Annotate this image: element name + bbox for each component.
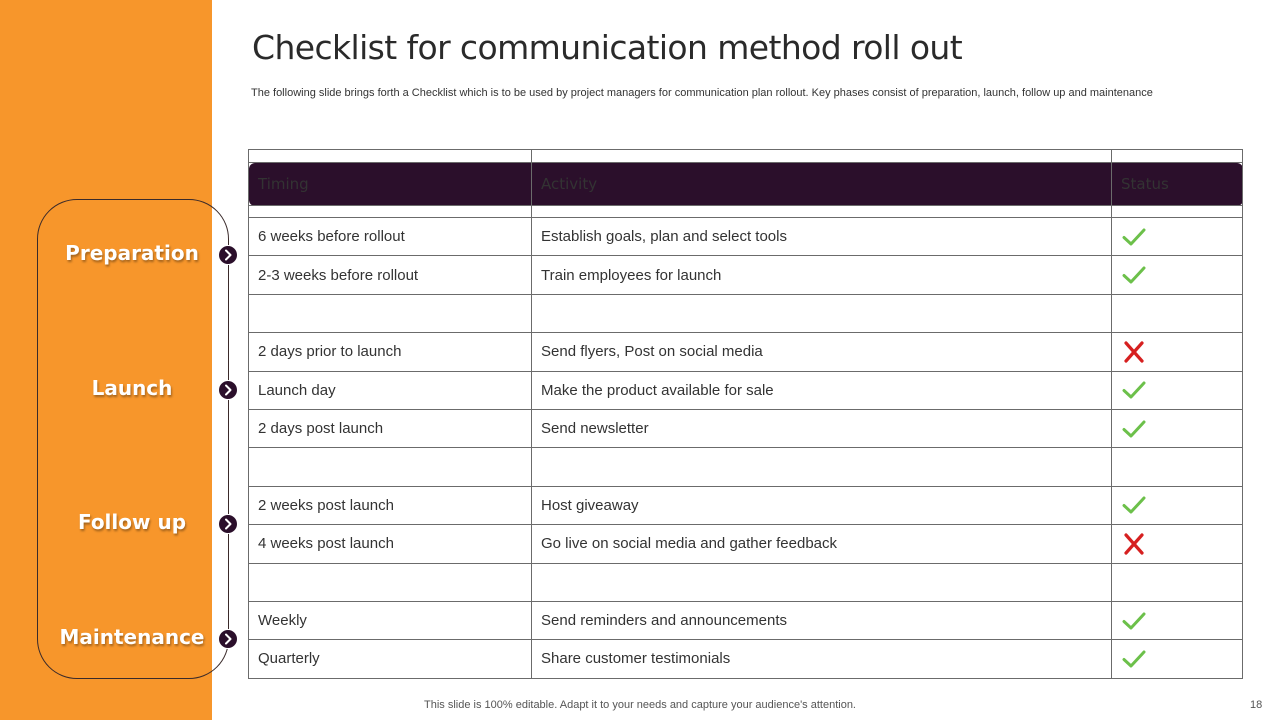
- table-row: [249, 601, 1243, 639]
- status-cell: [1112, 563, 1243, 601]
- checkmark-icon: [1121, 647, 1147, 671]
- activity-cell: Make the product available for sale: [532, 371, 1112, 409]
- activity-cell: Establish goals, plan and select tools: [532, 218, 1112, 256]
- phase-label-maintenance: Maintenance: [59, 625, 205, 649]
- checkmark-icon: [1121, 609, 1147, 633]
- phase-label-preparation: Preparation: [65, 241, 199, 265]
- table-row-empty: [249, 294, 1243, 332]
- status-cell: [1112, 525, 1243, 563]
- table-row: [249, 640, 1243, 678]
- status-cell: [1112, 640, 1243, 678]
- activity-cell: Send newsletter: [532, 409, 1112, 447]
- chevron-right-icon: [218, 380, 238, 400]
- chevron-right-icon: [218, 245, 238, 265]
- timing-cell: 4 weeks post launch: [249, 525, 532, 563]
- status-cell: [1112, 601, 1243, 639]
- cross-icon: [1121, 532, 1147, 556]
- table-row: [249, 256, 1243, 294]
- checkmark-icon: [1121, 263, 1147, 287]
- activity-cell: Train employees for launch: [532, 256, 1112, 294]
- timing-cell: [249, 563, 532, 601]
- chevron-right-icon: [218, 629, 238, 649]
- slide-title: Checklist for communication method roll out: [252, 28, 963, 67]
- checklist-table: [248, 149, 1243, 679]
- timing-cell: 2 days post launch: [249, 409, 532, 447]
- cross-icon: [1121, 340, 1147, 364]
- activity-cell: [532, 448, 1112, 486]
- table-row-empty: [249, 448, 1243, 486]
- checkmark-icon: [1121, 417, 1147, 441]
- activity-cell: Send reminders and announcements: [532, 601, 1112, 639]
- header-status: Status: [1112, 163, 1243, 206]
- header-timing: Timing: [249, 163, 532, 206]
- timing-cell: [249, 294, 532, 332]
- table-row-empty: [249, 563, 1243, 601]
- page-number: 18: [1250, 699, 1263, 711]
- table-row: [249, 525, 1243, 563]
- slide-subtitle: The following slide brings forth a Checklist which is to be used by project managers for communication plan rollout. Key phases consist of preparation, launch, follow up and maintenance: [251, 87, 1153, 99]
- status-cell: [1112, 448, 1243, 486]
- status-cell: [1112, 218, 1243, 256]
- timing-cell: [249, 448, 532, 486]
- activity-cell: [532, 294, 1112, 332]
- timing-cell: 2-3 weeks before rollout: [249, 256, 532, 294]
- status-cell: [1112, 409, 1243, 447]
- status-cell: [1112, 294, 1243, 332]
- timing-cell: 2 weeks post launch: [249, 486, 532, 524]
- header-activity: Activity: [532, 163, 1112, 206]
- activity-cell: Go live on social media and gather feedback: [532, 525, 1112, 563]
- status-cell: [1112, 333, 1243, 371]
- activity-cell: Share customer testimonials: [532, 640, 1112, 678]
- phase-label-follow-up: Follow up: [77, 510, 187, 534]
- status-cell: [1112, 371, 1243, 409]
- checkmark-icon: [1121, 493, 1147, 517]
- table-row: [249, 486, 1243, 524]
- checkmark-icon: [1121, 225, 1147, 249]
- table-header-gap: [249, 206, 1243, 218]
- status-cell: [1112, 256, 1243, 294]
- table-row: [249, 371, 1243, 409]
- chevron-right-icon: [218, 514, 238, 534]
- phase-label-launch: Launch: [91, 376, 173, 400]
- timing-cell: 2 days prior to launch: [249, 333, 532, 371]
- status-cell: [1112, 486, 1243, 524]
- checkmark-icon: [1121, 378, 1147, 402]
- timing-cell: 6 weeks before rollout: [249, 218, 532, 256]
- table-row: [249, 333, 1243, 371]
- activity-cell: Send flyers, Post on social media: [532, 333, 1112, 371]
- timing-cell: Quarterly: [249, 640, 532, 678]
- activity-cell: Host giveaway: [532, 486, 1112, 524]
- table-row: [249, 218, 1243, 256]
- timing-cell: Launch day: [249, 371, 532, 409]
- table-top-spacer: [249, 150, 1243, 163]
- table-header-row: [249, 163, 1243, 206]
- footer-note: This slide is 100% editable. Adapt it to your needs and capture your audience's attention.: [424, 699, 856, 711]
- table-row: [249, 409, 1243, 447]
- timing-cell: Weekly: [249, 601, 532, 639]
- phase-bracket: [37, 199, 229, 679]
- activity-cell: [532, 563, 1112, 601]
